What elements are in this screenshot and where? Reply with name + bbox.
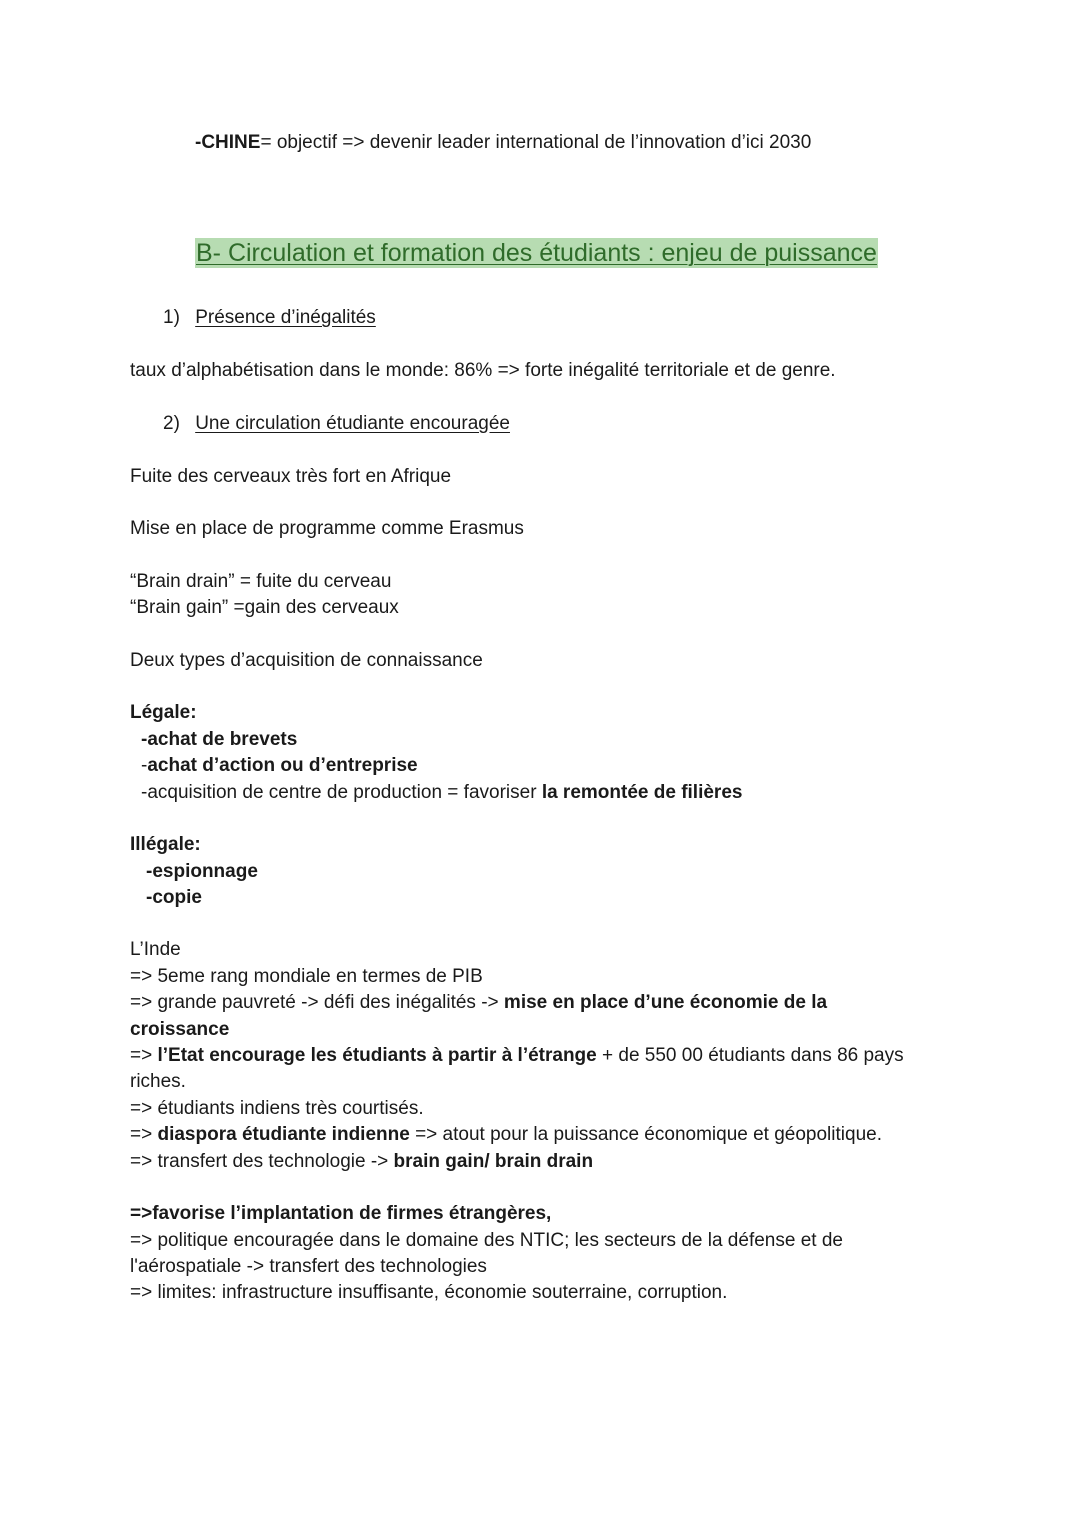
india-line-2-cont: croissance — [130, 1019, 230, 1040]
subheading-2-title: Une circulation étudiante encouragée — [195, 413, 510, 434]
erasmus-text: Mise en place de programme comme Erasmus — [130, 518, 524, 539]
subheading-1-title: Présence d’inégalités — [195, 307, 376, 328]
india-line-3-prefix: => — [130, 1045, 158, 1066]
two-types-text: Deux types d’acquisition de connaissance — [130, 650, 483, 671]
india-line-6-bold: brain gain/ brain drain — [393, 1151, 594, 1172]
india-line-3 — [130, 1043, 904, 1069]
china-label: -CHINE — [195, 132, 261, 153]
india-line-7 — [130, 1201, 551, 1227]
india-line-2-prefix: => grande pauvreté -> défi des inégalités -> — [130, 992, 504, 1013]
subheading-2-number: 2) — [163, 413, 180, 434]
india-line-6-prefix: => transfert des technologie -> — [130, 1151, 394, 1172]
brain-gain-def: “Brain gain” =gain des cerveaux — [130, 597, 399, 618]
india-line-7-prefix: => — [130, 1203, 153, 1224]
india-line-3-bold: l’Etat encourage les étudiants à partir à l’étrange — [157, 1045, 597, 1066]
brain-flight-text: Fuite des cerveaux très fort en Afrique — [130, 466, 452, 487]
legal-item-3 — [141, 780, 742, 806]
china-line — [195, 130, 811, 156]
india-line-5-bold: diaspora étudiante indienne — [157, 1124, 410, 1145]
legal-item-2 — [141, 753, 418, 779]
subheading-1 — [163, 305, 376, 331]
india-title: L’Inde — [130, 939, 181, 960]
legal-item-2-prefix: - — [141, 755, 148, 776]
china-text: = objectif => devenir leader international de l’innovation d’ici 2030 — [260, 132, 812, 153]
india-line-7-bold: favorise l’implantation de firmes étrangères, — [152, 1203, 552, 1224]
india-line-9: => limites: infrastructure insuffisante, économie souterraine, corruption. — [130, 1282, 728, 1303]
india-line-1: => 5eme rang mondiale en termes de PIB — [130, 966, 483, 987]
india-line-2-bold: mise en place d’une économie de la — [503, 992, 828, 1013]
illegal-title: Illégale: — [130, 834, 201, 855]
legal-item-2-text: achat d’action ou d’entreprise — [147, 755, 418, 776]
india-line-5 — [130, 1122, 882, 1148]
literacy-text: taux d’alphabétisation dans le monde: 86% => forte inégalité territoriale et de genre. — [130, 360, 836, 381]
india-line-5-suffix: => atout pour la puissance économique et géopolitique. — [409, 1124, 882, 1145]
subheading-1-number: 1) — [163, 307, 180, 328]
legal-item-3-prefix: -acquisition de centre de production = favoriser — [141, 782, 542, 803]
india-line-8: => politique encouragée dans le domaine des NTIC; les secteurs de la défense et de — [130, 1230, 843, 1251]
section-b-title: B- Circulation et formation des étudiants : enjeu de puissance — [196, 239, 877, 267]
india-line-3-suffix: + de 550 00 étudiants dans 86 pays — [596, 1045, 904, 1066]
brain-drain-def: “Brain drain” = fuite du cerveau — [130, 571, 392, 592]
india-line-6 — [130, 1149, 593, 1175]
india-line-3-cont: riches. — [130, 1071, 186, 1092]
india-line-2 — [130, 990, 827, 1016]
india-line-5-prefix: => — [130, 1124, 158, 1145]
india-line-8-cont: l'aérospatiale -> transfert des technologies — [130, 1256, 487, 1277]
legal-item-1: -achat de brevets — [141, 729, 298, 750]
legal-item-3-bold: la remontée de filières — [541, 782, 743, 803]
legal-title: Légale: — [130, 702, 197, 723]
illegal-item-2: -copie — [146, 887, 202, 908]
india-line-4: => étudiants indiens très courtisés. — [130, 1098, 424, 1119]
section-b-heading — [195, 238, 878, 268]
illegal-item-1: -espionnage — [146, 861, 258, 882]
subheading-2 — [163, 411, 510, 437]
